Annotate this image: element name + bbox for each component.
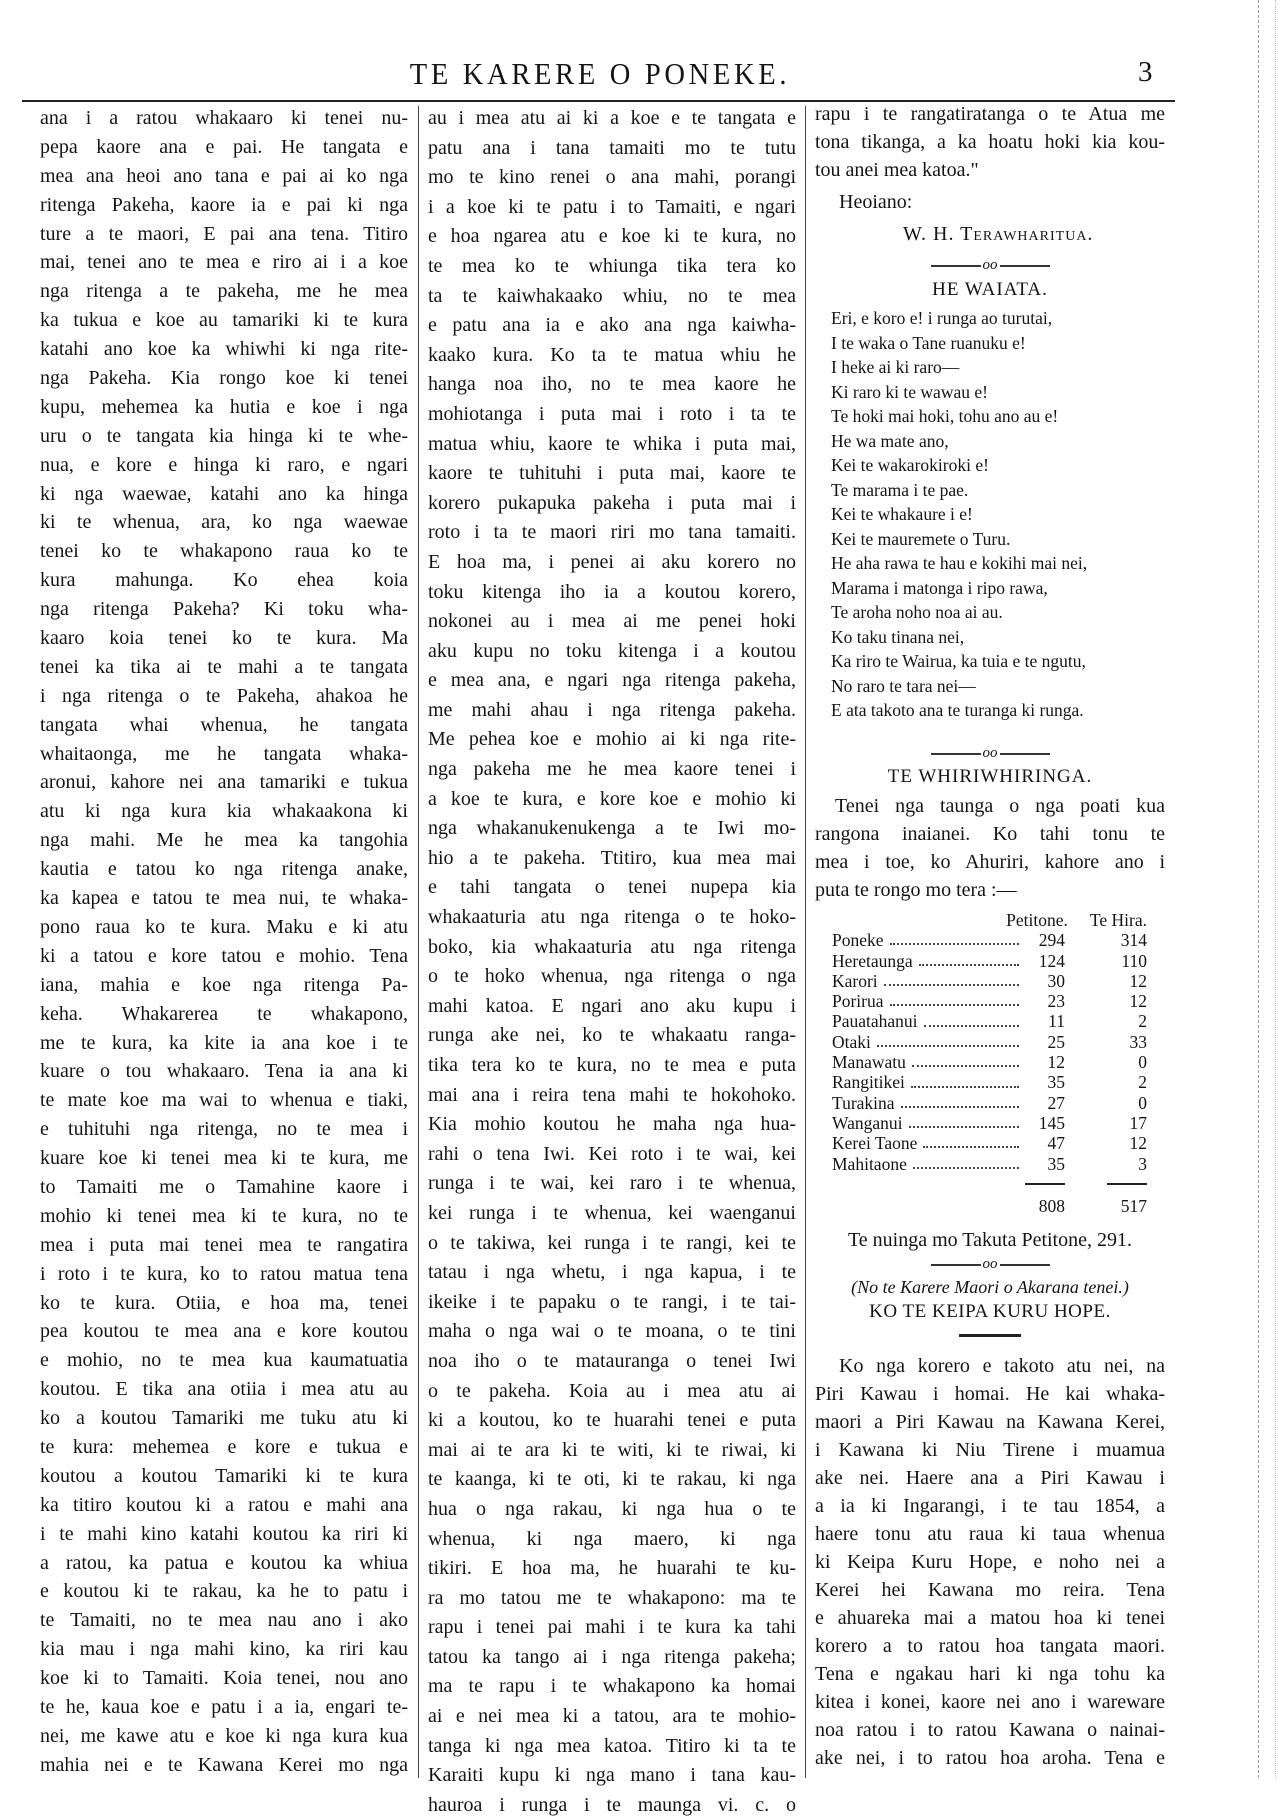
text-line: maori a Piri Kawau na Kawana Kerei, xyxy=(815,1411,1165,1433)
petitone-votes: 294 xyxy=(1038,930,1065,951)
place-name: Turakina xyxy=(832,1092,895,1113)
te-hira-votes: 12 xyxy=(1129,970,1147,991)
leader-dots xyxy=(913,1167,1019,1169)
text-line: Tenei nga taunga o nga poati kua xyxy=(835,795,1165,817)
text-line: mohio ki tenei mea ki te kura, no te xyxy=(40,1204,408,1227)
text-line: hio a te pakeha. Ttitiro, kua mea mai xyxy=(428,846,796,869)
leader-dots xyxy=(912,1065,1019,1067)
text-line: pea koutou te mea ana e kore koutou xyxy=(40,1320,408,1343)
text-line: mea i puta mai tenei mea te rangatira xyxy=(40,1233,408,1256)
text-line: o te pakeha. Koia au i mea atu ai xyxy=(428,1379,796,1402)
lyric-line: Ka riro te Wairua, ka tuia e te ngutu, xyxy=(831,651,1086,671)
text-line: kupu, mehemea ka hutia e koe i nga xyxy=(40,395,408,418)
leader-dots xyxy=(901,1106,1019,1108)
lyric-line: No raro te tara nei— xyxy=(831,675,976,696)
petitone-total: 808 xyxy=(1038,1196,1065,1217)
text-line: mahia nei e te Kawana Kerei mo nga xyxy=(40,1753,408,1776)
text-line: Piri Kawau i homai. He kai whaka- xyxy=(815,1383,1165,1405)
text-line: kaore te tuhituhi i puta mai, kaore te xyxy=(428,462,796,485)
lyric-line: Kei te whakaure i e! xyxy=(831,504,973,524)
text-line: kura mahunga. Ko ehea koia xyxy=(40,569,408,592)
text-line: tatou ka tango ai i nga ritenga pakeha; xyxy=(428,1645,796,1668)
table-row xyxy=(832,951,1147,971)
text-line: nga Pakeha. Kia rongo koe ki tenei xyxy=(40,367,408,390)
text-line: kei runga i te whenua, kei waenganui xyxy=(428,1201,796,1224)
song-lyrics xyxy=(815,306,1165,723)
lyric-line: Kei te wakarokiroki e! xyxy=(831,455,989,475)
text-line: runga i te wai, kei raro i te whenua, xyxy=(428,1172,796,1195)
text-line: me te kura, ka kite ia ana koe i te xyxy=(40,1031,408,1054)
petitone-votes: 145 xyxy=(1038,1112,1065,1133)
text-line: korero a to ratou hoa tangata maori. xyxy=(815,1635,1165,1657)
text-line: kuare koe ki tenei mea ki te kura, me xyxy=(40,1147,408,1170)
text-line: e ahuareka mai a matou hoa ki tenei xyxy=(815,1607,1165,1629)
leader-dots xyxy=(923,1146,1019,1148)
leader-dots xyxy=(890,943,1019,945)
article-body xyxy=(815,1352,1165,1772)
text-line: i Kawana ki Niu Tirene i muamua xyxy=(815,1439,1165,1461)
text-line: hanga noa iho, no te mea kaore he xyxy=(428,373,796,396)
lyric-line: Te aroha noho noa ai au. xyxy=(831,602,1003,622)
text-line: ki a tatou e kore tatou e mohio. Tena xyxy=(40,944,408,967)
closing-word: Heoiano: xyxy=(839,191,913,213)
text-line: koe ki to Tamaiti. Koia tenei, nou ano xyxy=(40,1667,408,1690)
petitone-votes: 124 xyxy=(1038,950,1065,971)
te-hira-votes: 0 xyxy=(1138,1092,1147,1113)
leader-dots xyxy=(911,1086,1019,1088)
lyric-line: Te marama i te pae. xyxy=(831,479,969,500)
text-line: noa ratou i to ratou Kawana o nainai- xyxy=(815,1719,1165,1741)
text-line: whenua, ki nga maero, ki nga xyxy=(428,1527,796,1550)
place-name: Mahitaone xyxy=(832,1153,907,1174)
text-line: nga pakeha me he mea kaore tenei i xyxy=(428,758,796,781)
totals-rule xyxy=(832,1174,1147,1194)
column-divider xyxy=(418,106,419,1778)
text-line: i roto i te kura, ko to ratou matua tena xyxy=(40,1262,408,1285)
text-line: mai, tenei ano te mea e riro ai i a koe xyxy=(40,251,408,274)
page-number: 3 xyxy=(1138,56,1153,88)
table-row xyxy=(832,971,1147,991)
section-divider: oo xyxy=(815,1255,1165,1273)
totals-row xyxy=(832,1194,1147,1218)
leader-dots xyxy=(877,1045,1019,1047)
text-line: tou anei mea katoa." xyxy=(815,159,979,181)
text-line: rapu i te rangatiratanga o te Atua me xyxy=(815,103,1165,125)
place-name: Kerei Taone xyxy=(832,1133,918,1154)
text-line: rapu i tenei pai mahi i te kura ka tahi xyxy=(428,1616,796,1639)
title-rule xyxy=(815,1334,1165,1337)
text-line: whaitaonga, me he tangata whaka- xyxy=(40,742,408,765)
column-divider xyxy=(805,106,806,1778)
text-line: kitea i konei, kaore nei ano i wareware xyxy=(815,1691,1165,1713)
text-line: mai ai te ara ki te witi, ki te riwai, ki xyxy=(428,1438,796,1461)
text-line: pepa kaore ana e pai. He tangata e xyxy=(40,135,408,158)
text-line: te mate koe ma wai to whenua e tiaki, xyxy=(40,1089,408,1112)
te-hira-votes: 2 xyxy=(1138,1072,1147,1093)
text-line: Me pehea koe e mohio ai ki nga rite- xyxy=(428,728,796,751)
text-line: matua whiu, kaore te whika i puta mai, xyxy=(428,432,796,455)
petitone-votes: 35 xyxy=(1047,1153,1065,1174)
leader-dots xyxy=(924,1025,1019,1027)
lyric-line: I heke ai ki raro— xyxy=(831,357,960,377)
text-line: E hoa ma, i penei ai aku korero no xyxy=(428,550,796,573)
place-name: Otaki xyxy=(832,1031,871,1052)
text-line: i nga ritenga o te Pakeha, ahakoa he xyxy=(40,684,408,707)
lyric-line: Kei te mauremete o Turu. xyxy=(831,528,1011,549)
table-row xyxy=(832,1113,1147,1133)
te-hira-votes: 12 xyxy=(1129,991,1147,1012)
te-hira-votes: 0 xyxy=(1138,1052,1147,1073)
text-line: i te mahi kino katahi koutou ka riri ki xyxy=(40,1522,408,1545)
article-column-2 xyxy=(428,104,796,1820)
text-line: e patu ana ia e ako ana nga kaiwha- xyxy=(428,314,796,337)
lyric-line: Te hoki mai hoki, tohu ano au e! xyxy=(831,406,1059,426)
text-line: nga ritenga a te pakeha, me he mea xyxy=(40,280,408,303)
text-line: a ia ki Ingarangi, i te tau 1854, a xyxy=(815,1495,1165,1517)
text-line: te Tamaiti, no te mea nau ano i ako xyxy=(40,1609,408,1632)
section-divider: oo xyxy=(815,744,1165,762)
author-signature: W. H. Terawharitua. xyxy=(903,223,1094,245)
place-name: Pauatahanui xyxy=(832,1011,918,1032)
text-line: Ko nga korero e takoto atu nei, na xyxy=(839,1355,1165,1377)
table-row xyxy=(832,930,1147,950)
leader-dots xyxy=(884,984,1019,986)
text-line: ra mo tatou me te whakapono: ma te xyxy=(428,1586,796,1609)
place-name: Wanganui xyxy=(832,1112,903,1133)
election-title: TE WHIRIWHIRINGA. xyxy=(887,766,1093,787)
text-line: o te hoko whenua, nga ritenga o nga xyxy=(428,965,796,988)
text-line: Kerei hei Kawana mo reira. Tena xyxy=(815,1579,1165,1601)
text-line: o te takiwa, kei runga i te rangi, kei te xyxy=(428,1231,796,1254)
text-line: korero pukapuka pakeha i puta mai i xyxy=(428,491,796,514)
newspaper-masthead: TE KARERE O PONEKE. xyxy=(409,56,791,91)
text-line: pono raua ko te kura. Maku e ki atu xyxy=(40,915,408,938)
leader-dots xyxy=(909,1126,1019,1128)
te-hira-votes: 12 xyxy=(1129,1133,1147,1154)
lyric-line: He wa mate ano, xyxy=(831,430,949,451)
place-name: Heretaunga xyxy=(832,950,913,971)
election-intro xyxy=(815,792,1165,904)
text-line: mea i toe, ko Ahuriri, kahore ano i xyxy=(815,851,1165,873)
text-line: ka kapea e tatou te mea nui, te whaka- xyxy=(40,887,408,910)
song-title: HE WAIATA. xyxy=(932,279,1048,300)
text-line: haere tonu atu raua ki taua whenua xyxy=(815,1523,1165,1545)
text-line: nga mahi. Me he mea ka tangohia xyxy=(40,829,408,852)
petitone-votes: 30 xyxy=(1047,970,1065,991)
text-line: koutou a koutou Tamariki ki te kura xyxy=(40,1464,408,1487)
te-hira-votes: 110 xyxy=(1121,950,1147,971)
te-hira-votes: 3 xyxy=(1138,1153,1147,1174)
text-line: a koe te kura, e kore koe e mohio ki xyxy=(428,787,796,810)
place-name: Porirua xyxy=(832,991,884,1012)
te-hira-votes: 314 xyxy=(1120,930,1147,951)
text-line: keha. Whakarerea te whakapono, xyxy=(40,1002,408,1025)
te-hira-votes: 17 xyxy=(1129,1112,1147,1133)
letter-ending xyxy=(815,100,1165,184)
text-line: boko, kia whakaaturia atu nga ritenga xyxy=(428,935,796,958)
table-row xyxy=(832,1032,1147,1052)
text-line: kaako kura. Ko ta te matua whiu he xyxy=(428,343,796,366)
text-line: nga whakanukenukenga a te Iwi mo- xyxy=(428,817,796,840)
leader-dots xyxy=(919,964,1019,966)
text-line: toku kitenga iho ia a koutou korero, xyxy=(428,580,796,603)
text-line: nei, me kawe atu e koe ki nga kura kua xyxy=(40,1724,408,1747)
place-name: Manawatu xyxy=(832,1052,906,1073)
column-header-te-hira: Te Hira. xyxy=(1089,910,1147,930)
table-header xyxy=(832,910,1147,930)
text-line: ko te kura. Otiia, e hoa ma, tenei xyxy=(40,1291,408,1314)
text-line: tanga ki nga mea katoa. Titiro ki ta te xyxy=(428,1734,796,1757)
text-line: nua, e kore e hinga ki raro, e ngari xyxy=(40,453,408,476)
text-line: me mahi ahau i nga ritenga pakeha. xyxy=(428,698,796,721)
text-line: ake nei. Haere ana a Piri Kawau i xyxy=(815,1467,1165,1489)
text-line: katahi ano koe ka whiwhi ki nga rite- xyxy=(40,338,408,361)
lyric-line: He aha rawa te hau e kokihi mai nei, xyxy=(831,553,1088,573)
text-line: ritenga Pakeha, kaore ia e pai ki nga xyxy=(40,193,408,216)
text-line: ture a te maori, E pai ana tena. Titiro xyxy=(40,222,408,245)
text-line: noa iho o te matauranga o tenei Iwi xyxy=(428,1349,796,1372)
text-line: Kia mohio koutou he maha nga hua- xyxy=(428,1113,796,1136)
table-row xyxy=(832,991,1147,1011)
petitone-votes: 47 xyxy=(1047,1133,1065,1154)
text-line: nga ritenga Pakeha? Ki toku wha- xyxy=(40,598,408,621)
text-line: mahi katoa. E ngari ano aku kupu i xyxy=(428,994,796,1017)
text-line: nokonei au i mea ai me penei hoki xyxy=(428,610,796,633)
lyric-line: E ata takoto ana te turanga ki runga. xyxy=(831,700,1084,720)
petitone-votes: 25 xyxy=(1047,1031,1065,1052)
text-line: i a koe ki te patu i to Tamaiti, e ngari xyxy=(428,195,796,218)
text-line: aronui, kahore nei ana tamariki e tukua xyxy=(40,771,408,794)
te-hira-total: 517 xyxy=(1120,1196,1147,1217)
text-line: maha o nga wai o te moana, o te tini xyxy=(428,1320,796,1343)
text-line: hauroa i runga i te maunga vi. c. o xyxy=(428,1793,796,1816)
text-line: tika tera ko te kura, no te mea e puta xyxy=(428,1054,796,1076)
text-line: ki a koutou, ko te huarahi tenei e puta xyxy=(428,1409,796,1432)
text-line: ake nei, i to ratou hoa aroha. Tena e xyxy=(815,1747,1165,1769)
text-line: ko a koutou Tamariki me tuku atu ki xyxy=(40,1407,408,1430)
lyric-line: Ki raro ki te wawau e! xyxy=(831,381,988,402)
text-line: e mea ana, e ngari nga ritenga pakeha, xyxy=(428,669,796,692)
article-column-1 xyxy=(40,104,408,1780)
text-line: kuare o tou whakaaro. Tena ia ana ki xyxy=(40,1060,408,1083)
article-title: KO TE KEIPA KURU HOPE. xyxy=(869,1301,1111,1322)
text-line: mohiotanga i puta mai i roto i ta te xyxy=(428,402,796,425)
column-header-petitone: Petitone. xyxy=(1006,910,1068,930)
place-name: Poneke xyxy=(832,930,884,951)
text-line: tenei ko te whakapono raua ko te xyxy=(40,540,408,563)
text-line: mo te kino renei o ana mahi, porangi xyxy=(428,166,796,189)
text-line: Karaiti kupu ki nga mano i tana kau- xyxy=(428,1764,796,1787)
petitone-votes: 12 xyxy=(1047,1052,1065,1073)
text-line: ki nga waewae, katahi ano ka hinga xyxy=(40,482,408,505)
text-line: to Tamaiti me o Tamahine kaore i xyxy=(40,1175,408,1198)
text-line: ka tukua e koe au tamariki ki te kura xyxy=(40,309,408,332)
text-line: puta te rongo mo tera :— xyxy=(815,879,1017,901)
table-row xyxy=(832,1052,1147,1072)
text-line: ma te rapu i te whakapono ka homai xyxy=(428,1675,796,1698)
section-divider: oo xyxy=(815,256,1165,274)
text-line: a ratou, ka patua e koutou ka whiua xyxy=(40,1551,408,1574)
text-line: ikeike i te papaku o te rangi, i te tai- xyxy=(428,1290,796,1313)
text-line: ta te kaiwhakaako whiu, no te mea xyxy=(428,284,796,307)
te-hira-votes: 33 xyxy=(1129,1031,1147,1052)
text-line: te mea ko te whiunga tika tera ko xyxy=(428,254,796,277)
lyric-line: Ko taku tinana nei, xyxy=(831,626,965,647)
text-line: kia mau i nga mahi kino, ka riri kau xyxy=(40,1638,408,1661)
place-name: Karori xyxy=(832,970,878,991)
text-line: whakaaturia atu nga ritenga o te hoko- xyxy=(428,906,796,929)
text-line: kautia e tatou ko nga ritenga anake, xyxy=(40,858,408,881)
article-source: (No te Karere Maori o Akarana tenei.) xyxy=(851,1277,1129,1297)
text-line: e tuhituhi nga ritenga, no te mea i xyxy=(40,1118,408,1141)
text-line: uru o te tangata kia hinga ki te whe- xyxy=(40,424,408,447)
table-row xyxy=(832,1093,1147,1113)
text-line: ki Keipa Kuru Hope, e noho nei a xyxy=(815,1551,1165,1573)
text-line: e hoa ngarea atu e koe ki te kura, no xyxy=(428,225,796,248)
text-line: ka titiro koutou ki a ratou e mahi ana xyxy=(40,1493,408,1516)
text-line: tangata whai whenua, he tangata xyxy=(40,713,408,736)
text-line: te kura: mehemea e kore e tukua e xyxy=(40,1435,408,1458)
leader-dots xyxy=(890,1004,1019,1006)
table-row xyxy=(832,1133,1147,1153)
text-line: te kaanga, ki te oti, ki te rakau, ki nga xyxy=(428,1468,796,1491)
table-row xyxy=(832,1072,1147,1092)
text-line: tikiri. E hoa ma, he huarahi te ku- xyxy=(428,1557,796,1580)
place-name: Rangitikei xyxy=(832,1072,905,1093)
text-line: ai e nei mea ki a tatou, ara te mohio- xyxy=(428,1705,796,1728)
text-line: aku kupu no toku kitenga i a koutou xyxy=(428,639,796,662)
lyric-line: I te waka o Tane ruanuku e! xyxy=(831,332,1026,353)
text-line: te he, kaua koe e patu i a ia, engari te- xyxy=(40,1695,408,1718)
text-line: tenei ka tika ai te mahi a te tangata xyxy=(40,655,408,678)
table-row xyxy=(832,1154,1147,1174)
text-line: hua o nga rakau, ki nga hua o te xyxy=(428,1497,796,1520)
text-line: mai ana i reira tena mahi te hokohoko. xyxy=(428,1083,796,1106)
lyric-line: Marama i matonga i ripo rawa, xyxy=(831,577,1048,598)
text-line: kaaro koia tenei ko te kura. Ma xyxy=(40,627,408,650)
text-line: ki te whenua, ara, ko nga waewae xyxy=(40,511,408,534)
petitone-votes: 11 xyxy=(1048,1011,1065,1032)
text-line: rangona inaianei. Ko tahi tonu te xyxy=(815,823,1165,845)
text-line: au i mea atu ai ki a koe e te tangata e xyxy=(428,107,796,129)
text-line: iana, mahia e koe nga ritenga Pa- xyxy=(40,973,408,996)
text-line: roto i ta te maori riri mo tana tamaiti. xyxy=(428,521,796,544)
petitone-votes: 35 xyxy=(1047,1072,1065,1093)
scan-binding-edge xyxy=(1258,0,1276,1778)
text-line: e mohio, no te mea kua kaumatuatia xyxy=(40,1349,408,1372)
lyric-line: Eri, e koro e! i runga ao turutai, xyxy=(831,308,1053,328)
text-line: patu ana i tana tamaiti mo te tutu xyxy=(428,136,796,159)
petitone-votes: 23 xyxy=(1047,991,1065,1012)
te-hira-votes: 2 xyxy=(1138,1011,1147,1032)
election-results-table xyxy=(832,910,1147,1218)
text-line: atu ki nga kura kia whakaakona ki xyxy=(40,800,408,823)
text-line: koutou. E tika ana otiia i mea atu au xyxy=(40,1378,408,1401)
text-line: rahi o tena Iwi. Kei roto i te wai, kei xyxy=(428,1142,796,1165)
text-line: mea ana heoi ano tana e pai ai ko nga xyxy=(40,164,408,187)
petitone-votes: 27 xyxy=(1047,1092,1065,1113)
table-row xyxy=(832,1011,1147,1031)
text-line: runga ake nei, ko te whakaatu ranga- xyxy=(428,1024,796,1047)
text-line: Tena e ngakau hari ki nga tohu ka xyxy=(815,1663,1165,1685)
text-line: e koutou ki te rakau, ka he to patu i xyxy=(40,1580,408,1603)
text-line: tona tikanga, a ka hoatu hoki kia kou- xyxy=(815,131,1165,153)
majority-statement: Te nuinga mo Takuta Petitone, 291. xyxy=(847,1229,1132,1251)
text-line: tatau i nga whetu, i nga kapua, i te xyxy=(428,1261,796,1284)
text-line: e tahi tangata o tenei nupepa kia xyxy=(428,876,796,899)
text-line: ana i a ratou whakaaro ki tenei nu- xyxy=(40,107,408,129)
